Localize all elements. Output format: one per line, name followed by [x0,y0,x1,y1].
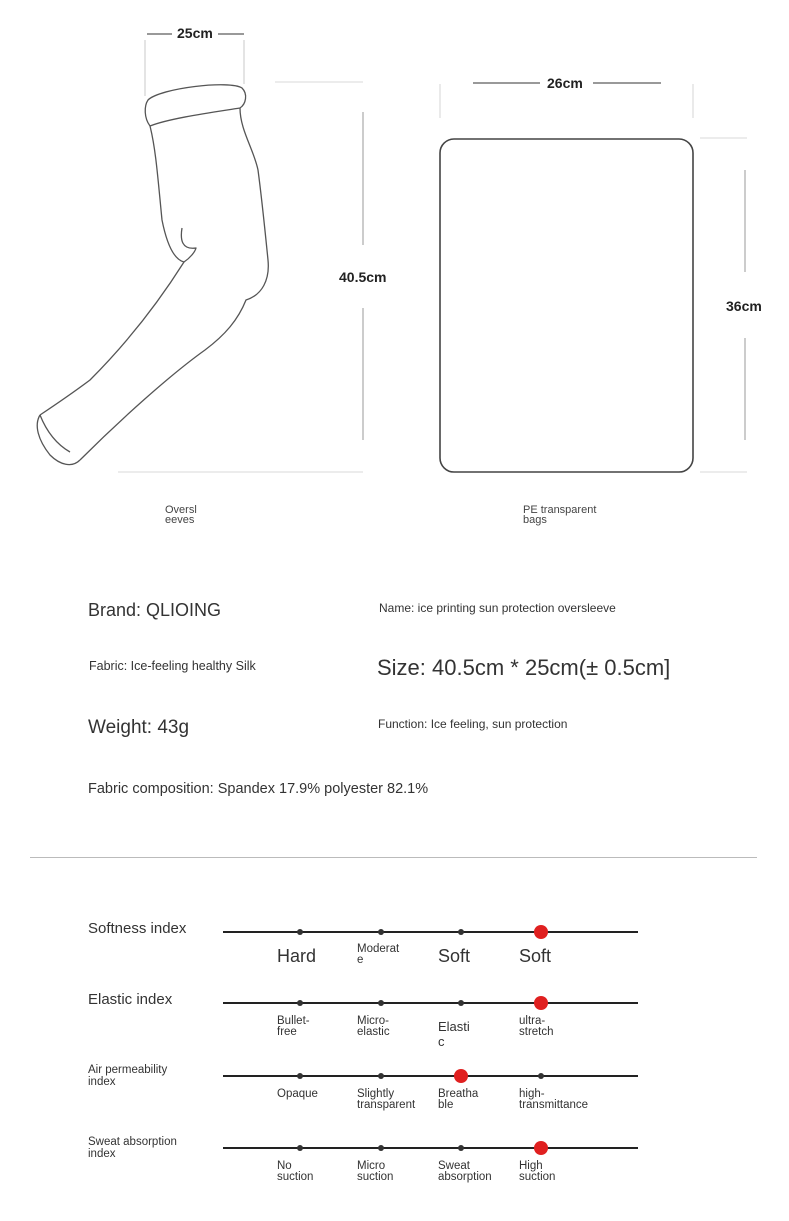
index-option: Hard [277,946,317,966]
index-option: Soft [519,946,552,966]
index-option: Bullet- free [277,1015,310,1038]
index-label: Sweat absorption index [88,1136,177,1160]
index-marker [378,1145,384,1151]
index-label: Softness index [88,920,187,937]
sleeve-length-label: 40.5cm [339,269,387,285]
index-marker [378,929,384,935]
index-option: Moderat e [357,943,400,966]
index-option: Opaque [277,1088,318,1100]
index-marker-selected [534,925,548,939]
index-marker-selected [534,996,548,1010]
name-text: Name: ice printing sun protection oversleeve [379,601,616,615]
index-marker [378,1000,384,1006]
index-scale-line [223,1002,638,1004]
index-scale-line [223,1147,638,1149]
index-option: Micro suction [357,1160,394,1183]
bag-illustration [400,0,789,500]
index-marker [378,1073,384,1079]
index-marker [458,1145,464,1151]
index-marker [297,1145,303,1151]
index-option: Slightly transparent [357,1088,416,1111]
index-label: Elastic index [88,991,173,1008]
index-marker [297,929,303,935]
index-label: Air permeability index [88,1064,168,1088]
index-option: High suction [519,1160,556,1183]
bag-drawing [400,0,789,500]
composition-text: Fabric composition: Spandex 17.9% polyester 82.1% [88,781,429,797]
bag-width-label: 26cm [547,75,583,91]
brand-text: Brand: QLIOING [88,600,222,620]
index-option: high- transmittance [519,1088,589,1111]
index-marker [458,929,464,935]
index-option: Elasti c [438,1019,470,1049]
weight-text: Weight: 43g [88,717,190,738]
index-marker-selected [454,1069,468,1083]
index-option: ultra- stretch [519,1015,554,1038]
index-marker [458,1000,464,1006]
index-option: No suction [277,1160,314,1183]
index-marker [297,1000,303,1006]
bag-height-label: 36cm [726,298,762,314]
index-scale-line [223,931,638,933]
sleeve-drawing [0,0,400,500]
index-option: Breatha ble [438,1088,479,1111]
index-option: Micro- elastic [357,1015,390,1038]
index-marker-selected [534,1141,548,1155]
sleeve-caption: Oversl eeves [165,504,197,526]
index-marker [538,1073,544,1079]
sleeve-width-label: 25cm [177,25,213,41]
index-option: Sweat absorption [438,1160,492,1183]
sleeve-illustration [0,0,400,500]
index-marker [297,1073,303,1079]
section-divider [30,857,757,858]
index-scale-line [223,1075,638,1077]
bag-caption: PE transparent bags [523,504,597,526]
function-text: Function: Ice feeling, sun protection [378,717,568,731]
index-option: Soft [438,946,471,966]
size-text: Size: 40.5cm * 25cm(± 0.5cm] [377,655,671,680]
fabric-text: Fabric: Ice-feeling healthy Silk [89,659,256,673]
